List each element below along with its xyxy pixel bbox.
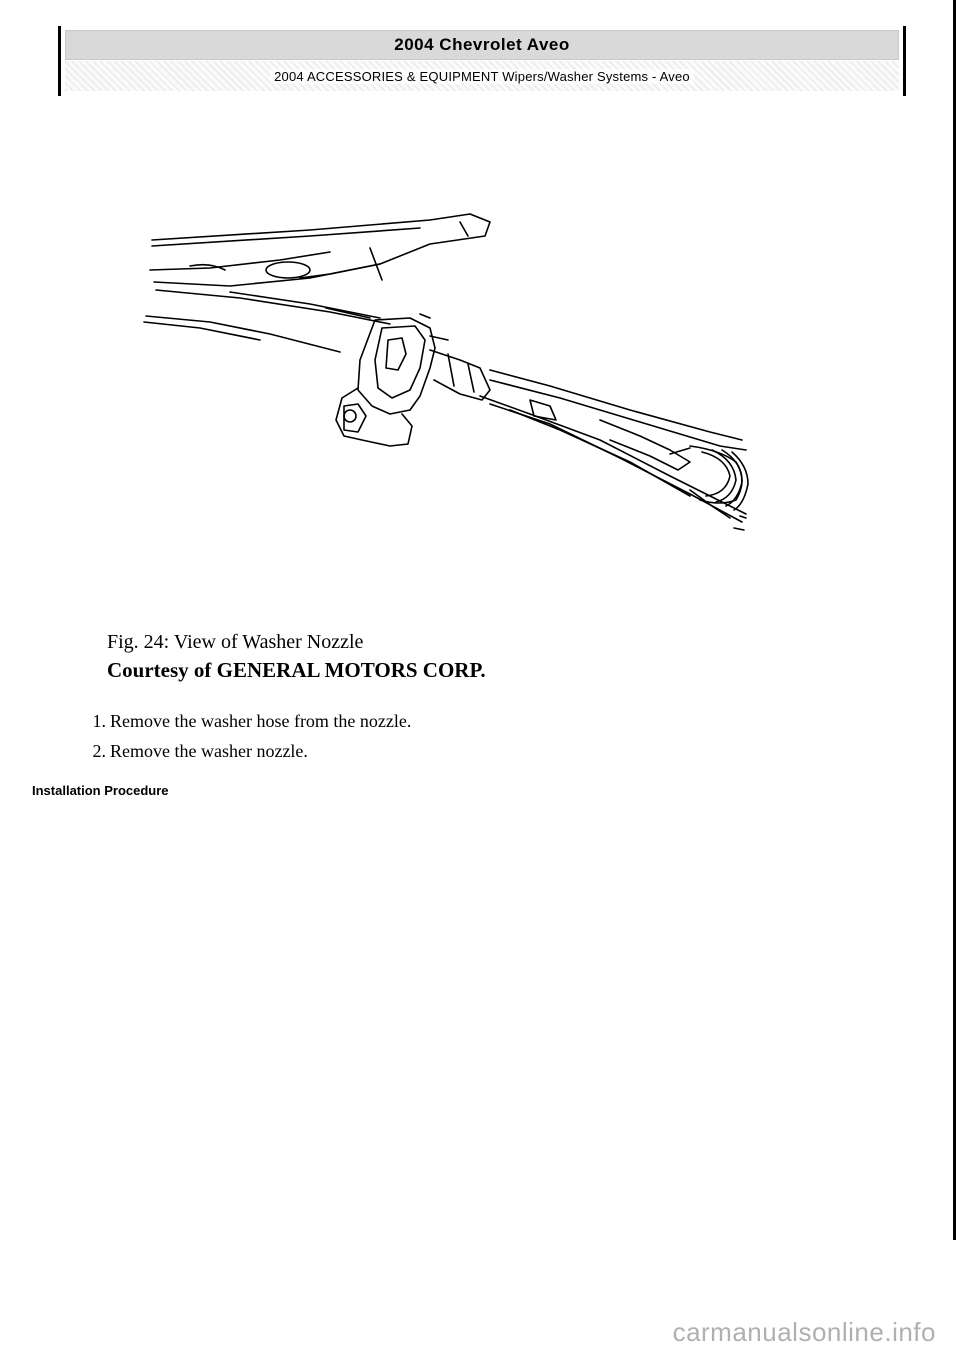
- header-title-band: [65, 30, 899, 60]
- step-number: 1.: [92, 710, 106, 731]
- list-item: [68, 736, 411, 766]
- list-item: [68, 706, 411, 736]
- figure-caption: [107, 628, 486, 684]
- page-header: [58, 26, 906, 96]
- figure-caption-credit: Courtesy of GENERAL MOTORS CORP.: [107, 658, 486, 682]
- page-right-rule: [953, 0, 956, 1240]
- document-title: 2004 Chevrolet Aveo: [394, 35, 570, 54]
- washer-nozzle-illustration: [130, 200, 770, 570]
- removal-steps-list: [68, 706, 411, 766]
- header-left-rule: [58, 26, 61, 96]
- figure-caption-title: Fig. 24: View of Washer Nozzle: [107, 631, 364, 653]
- site-watermark: carmanualsonline.info: [672, 1317, 936, 1347]
- header-right-rule: [903, 26, 906, 96]
- document-subtitle: 2004 ACCESSORIES & EQUIPMENT Wipers/Washer Systems - Aveo: [270, 69, 694, 84]
- section-heading: Installation Procedure: [32, 783, 169, 798]
- step-text: Remove the washer nozzle.: [110, 740, 308, 761]
- header-subtitle-band: [65, 61, 899, 91]
- step-number: 2.: [92, 740, 106, 761]
- step-text: Remove the washer hose from the nozzle.: [110, 710, 412, 731]
